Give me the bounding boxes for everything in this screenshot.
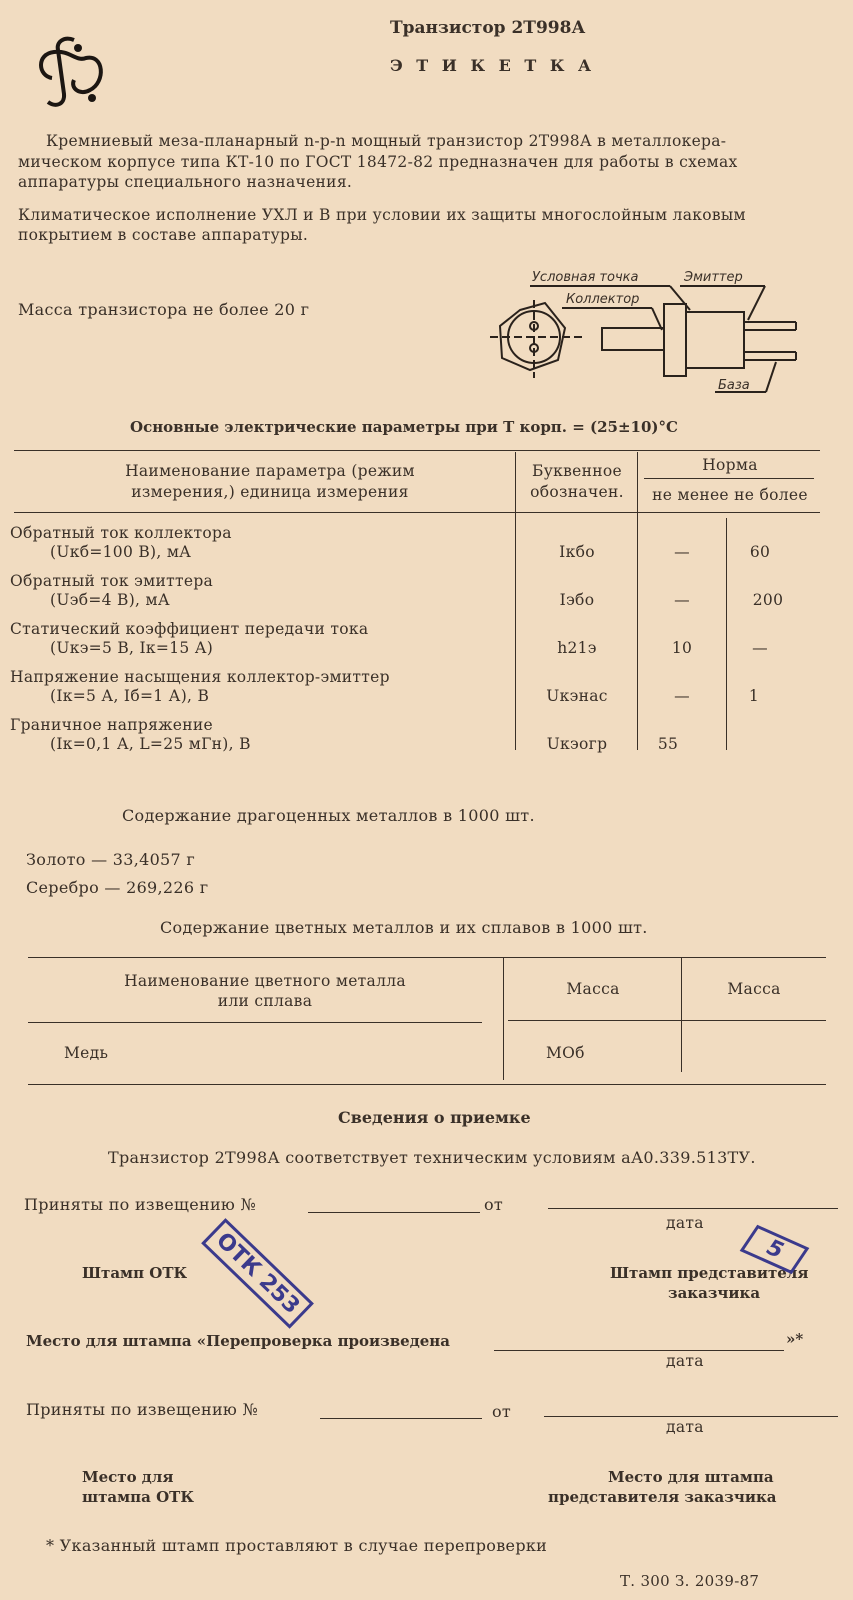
date-line-1 (548, 1208, 838, 1209)
params-row-min: 55 (657, 735, 679, 753)
params-head-minmax: не менее не более (652, 486, 808, 504)
nonferrous-top-line (28, 957, 826, 958)
precious-gold: Золото — 33,4057 г (26, 850, 196, 869)
params-row-max: — (752, 639, 768, 657)
intro-line-1: Кремниевый меза-планарный n-p-n мощный транзистор 2Т998А в металлокера- (46, 132, 727, 150)
params-row-cond: (Uкэ=5 В, Iк=15 А) (50, 639, 214, 657)
params-row-sym: Iэбо (559, 591, 595, 609)
params-vline-1 (515, 452, 516, 750)
params-row-name: Статический коэффициент передачи тока (10, 620, 369, 638)
params-row-sym: Uкэогр (546, 735, 608, 753)
footnote: * Указанный штамп проставляют в случае перепроверки (46, 1536, 548, 1555)
recheck-line (494, 1350, 784, 1351)
date-label-1: дата (666, 1214, 704, 1232)
params-row-min: — (674, 543, 690, 561)
climate-line-2: покрытием в составе аппаратуры. (18, 226, 309, 244)
place-otk-label-2: штампа ОТК (82, 1488, 194, 1506)
params-top-line (14, 450, 820, 451)
precious-title: Содержание драгоценных металлов в 1000 шт. (122, 806, 535, 825)
params-row-name: Обратный ток коллектора (10, 524, 232, 542)
otk-stamp: ОТК 253 (201, 1218, 314, 1329)
params-title: Основные электрические параметры при Т корп. = (25±10)°С (130, 418, 678, 436)
params-head-name-2: измерения,) единица измерения (131, 483, 409, 501)
params-head-sym-1: Буквенное (532, 462, 622, 480)
from-label-1: от (484, 1195, 504, 1214)
params-row-cond: (Iк=5 А, Iб=1 А), В (50, 687, 210, 705)
nonferrous-vline-1 (503, 958, 504, 1080)
params-row-cond: (Iк=0,1 А, L=25 мГн), В (50, 735, 251, 753)
params-row-sym: Uкэнас (546, 687, 608, 705)
customer-stamp: 5 (740, 1225, 810, 1274)
stamp-customer-label-1: Штамп представителя (610, 1264, 809, 1282)
nonferrous-head-mass-2: Масса (727, 980, 781, 998)
from-label-2: от (492, 1402, 512, 1421)
params-row-max: 60 (749, 543, 771, 561)
intro-line-3: аппаратуры специального назначения. (18, 173, 353, 191)
params-head-line (14, 512, 820, 513)
params-head-norm: Норма (702, 456, 758, 474)
nonferrous-head-mass-1: Масса (566, 980, 620, 998)
place-customer-label-1: Место для штампа (608, 1468, 774, 1486)
params-row-max: 200 (752, 591, 784, 609)
accepted-label-2: Приняты по извещению № (26, 1400, 258, 1419)
place-customer-label-2: представителя заказчика (548, 1488, 777, 1506)
accepted-label-1: Приняты по извещению № (24, 1195, 256, 1214)
diagram-label-emitter: Эмиттер (684, 270, 743, 285)
nonferrous-head-line-1 (28, 1022, 482, 1023)
date-label-2: дата (666, 1352, 704, 1370)
place-otk-label-1: Место для (82, 1468, 174, 1486)
params-row-name: Граничное напряжение (10, 716, 213, 734)
mass-text: Масса транзистора не более 20 г (18, 300, 310, 319)
params-row-min: 10 (671, 639, 693, 657)
climate-line-1: Климатическое исполнение УХЛ и В при условии их защиты многослойным лаковым (18, 206, 746, 224)
document-subtitle: Э Т И К Е Т К А (390, 56, 595, 75)
nonferrous-row-mass-1: МОб (546, 1044, 585, 1062)
params-row-sym: Iкбо (559, 543, 595, 561)
nonferrous-row-name: Медь (64, 1044, 109, 1062)
params-head-name-1: Наименование параметра (режим (125, 462, 415, 480)
params-row-min: — (674, 591, 690, 609)
acceptance-title: Сведения о приемке (338, 1108, 531, 1127)
params-row-min: — (674, 687, 690, 705)
params-row-name: Напряжение насыщения коллектор-эмиттер (10, 668, 390, 686)
recheck-end: »* (786, 1330, 804, 1348)
diagram-label-base: База (718, 378, 750, 393)
params-vline-2 (637, 452, 638, 750)
params-norm-line (644, 478, 814, 479)
notice-number-line-2 (320, 1418, 482, 1419)
transistor-drawing (490, 270, 820, 400)
nonferrous-title: Содержание цветных металлов и их сплавов в 1000 шт. (160, 918, 648, 937)
nonferrous-vline-2 (681, 958, 682, 1072)
nonferrous-bottom-line (28, 1084, 826, 1085)
date-label-3: дата (666, 1418, 704, 1436)
print-info: Т. 300 З. 2039-87 (620, 1572, 760, 1590)
nonferrous-head-line-2 (508, 1020, 826, 1021)
date-line-2 (544, 1416, 838, 1417)
notice-number-line-1 (308, 1212, 480, 1213)
params-row-sym: h21э (557, 639, 597, 657)
diagram-label-dot: Условная точка (532, 270, 639, 285)
params-head-sym-2: обозначен. (530, 483, 624, 501)
params-row-name: Обратный ток эмиттера (10, 572, 214, 590)
precious-silver: Серебро — 269,226 г (26, 878, 209, 897)
nonferrous-head-name-1: Наименование цветного металла (124, 972, 406, 990)
document-title: Транзистор 2Т998А (390, 18, 586, 38)
recheck-label: Место для штампа «Перепроверка произведена (26, 1332, 450, 1350)
diagram-label-collector: Коллектор (566, 292, 640, 307)
params-vline-3 (726, 518, 727, 750)
stamp-otk-label: Штамп ОТК (82, 1264, 188, 1282)
acceptance-text: Транзистор 2Т998А соответствует техническим условиям аА0.339.513ТУ. (108, 1148, 756, 1167)
params-row-max: 1 (748, 687, 760, 705)
params-row-cond: (Uэб=4 В), мА (50, 591, 170, 609)
nonferrous-head-name-2: или сплава (217, 992, 313, 1010)
stamp-customer-label-2: заказчика (668, 1284, 761, 1302)
intro-line-2: мическом корпусе типа КТ-10 по ГОСТ 18472-82 предназначен для работы в схемах (18, 153, 738, 171)
params-row-cond: (Uкб=100 В), мА (50, 543, 192, 561)
factory-logo-icon (34, 32, 110, 112)
